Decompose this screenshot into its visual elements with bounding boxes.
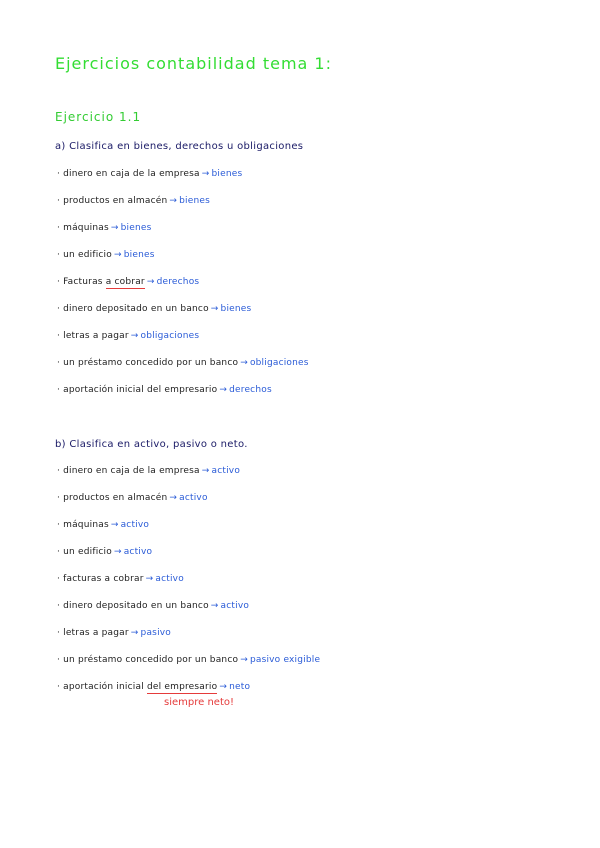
list-item: · facturas a cobrar → activo: [57, 574, 184, 584]
arrow-icon: →: [113, 250, 122, 260]
arrow-icon: →: [145, 574, 154, 584]
list-item: · dinero depositado en un banco → bienes: [57, 304, 252, 314]
arrow-icon: →: [130, 331, 139, 341]
part-a-heading: a) Clasifica en bienes, derechos u obligaciones: [55, 141, 304, 152]
arrow-icon: →: [169, 196, 178, 206]
arrow-icon: →: [210, 601, 219, 611]
arrow-icon: →: [210, 304, 219, 314]
list-item: · letras a pagar → pasivo: [57, 628, 171, 638]
list-item: · aportación inicial del empresario → derechos: [57, 385, 272, 395]
list-item: · dinero en caja de la empresa → bienes: [57, 169, 243, 179]
underlined-text: del empresario: [146, 682, 218, 692]
arrow-icon: →: [201, 169, 210, 179]
list-item: · un edificio → bienes: [57, 250, 155, 260]
arrow-icon: →: [240, 655, 248, 665]
answer: pasivo exigible: [249, 655, 321, 665]
list-item: · un préstamo concedido por un banco → pasivo exigible: [57, 655, 321, 665]
list-item: · máquinas → activo: [57, 520, 150, 530]
arrow-icon: →: [110, 520, 119, 530]
answer: activo: [120, 520, 150, 530]
answer: pasivo: [140, 628, 171, 638]
arrow-icon: →: [201, 466, 210, 476]
answer: obligaciones: [249, 358, 309, 368]
answer: derechos: [229, 385, 272, 395]
list-item: · un préstamo concedido por un banco → obligaciones: [57, 358, 309, 368]
answer: obligaciones: [140, 331, 200, 341]
list-item: · letras a pagar → obligaciones: [57, 331, 200, 341]
answer: bienes: [120, 223, 152, 233]
answer: activo: [155, 574, 184, 584]
answer: activo: [220, 601, 250, 611]
answer: neto: [229, 682, 251, 692]
arrow-icon: →: [110, 223, 119, 233]
page-title: Ejercicios contabilidad tema 1:: [55, 54, 332, 73]
answer: bienes: [123, 250, 155, 260]
answer: activo: [123, 547, 153, 557]
answer: derechos: [156, 277, 200, 287]
arrow-icon: →: [219, 682, 228, 692]
part-b-heading: b) Clasifica en activo, pasivo o neto.: [55, 439, 248, 450]
list-item: · dinero en caja de la empresa → activo: [57, 466, 241, 476]
list-item: · Facturas a cobrar → derechos: [57, 277, 200, 287]
list-item: · aportación inicial del empresario → neto: [57, 682, 251, 692]
arrow-icon: →: [146, 277, 155, 287]
annotation-note: siempre neto!: [164, 697, 234, 708]
list-item: · un edificio → activo: [57, 547, 153, 557]
list-item: · productos en almacén → bienes: [57, 196, 211, 206]
arrow-icon: →: [113, 547, 122, 557]
answer: activo: [211, 466, 241, 476]
arrow-icon: →: [219, 385, 228, 395]
list-item: · productos en almacén → activo: [57, 493, 208, 503]
answer: bienes: [211, 169, 243, 179]
answer: bienes: [220, 304, 252, 314]
list-item: · dinero depositado en un banco → activo: [57, 601, 250, 611]
answer: bienes: [179, 196, 211, 206]
arrow-icon: →: [240, 358, 248, 368]
underlined-text: a cobrar: [105, 277, 145, 287]
arrow-icon: →: [130, 628, 139, 638]
answer: activo: [179, 493, 208, 503]
list-item: · máquinas → bienes: [57, 223, 152, 233]
arrow-icon: →: [169, 493, 178, 503]
exercise-title: Ejercicio 1.1: [55, 110, 142, 124]
